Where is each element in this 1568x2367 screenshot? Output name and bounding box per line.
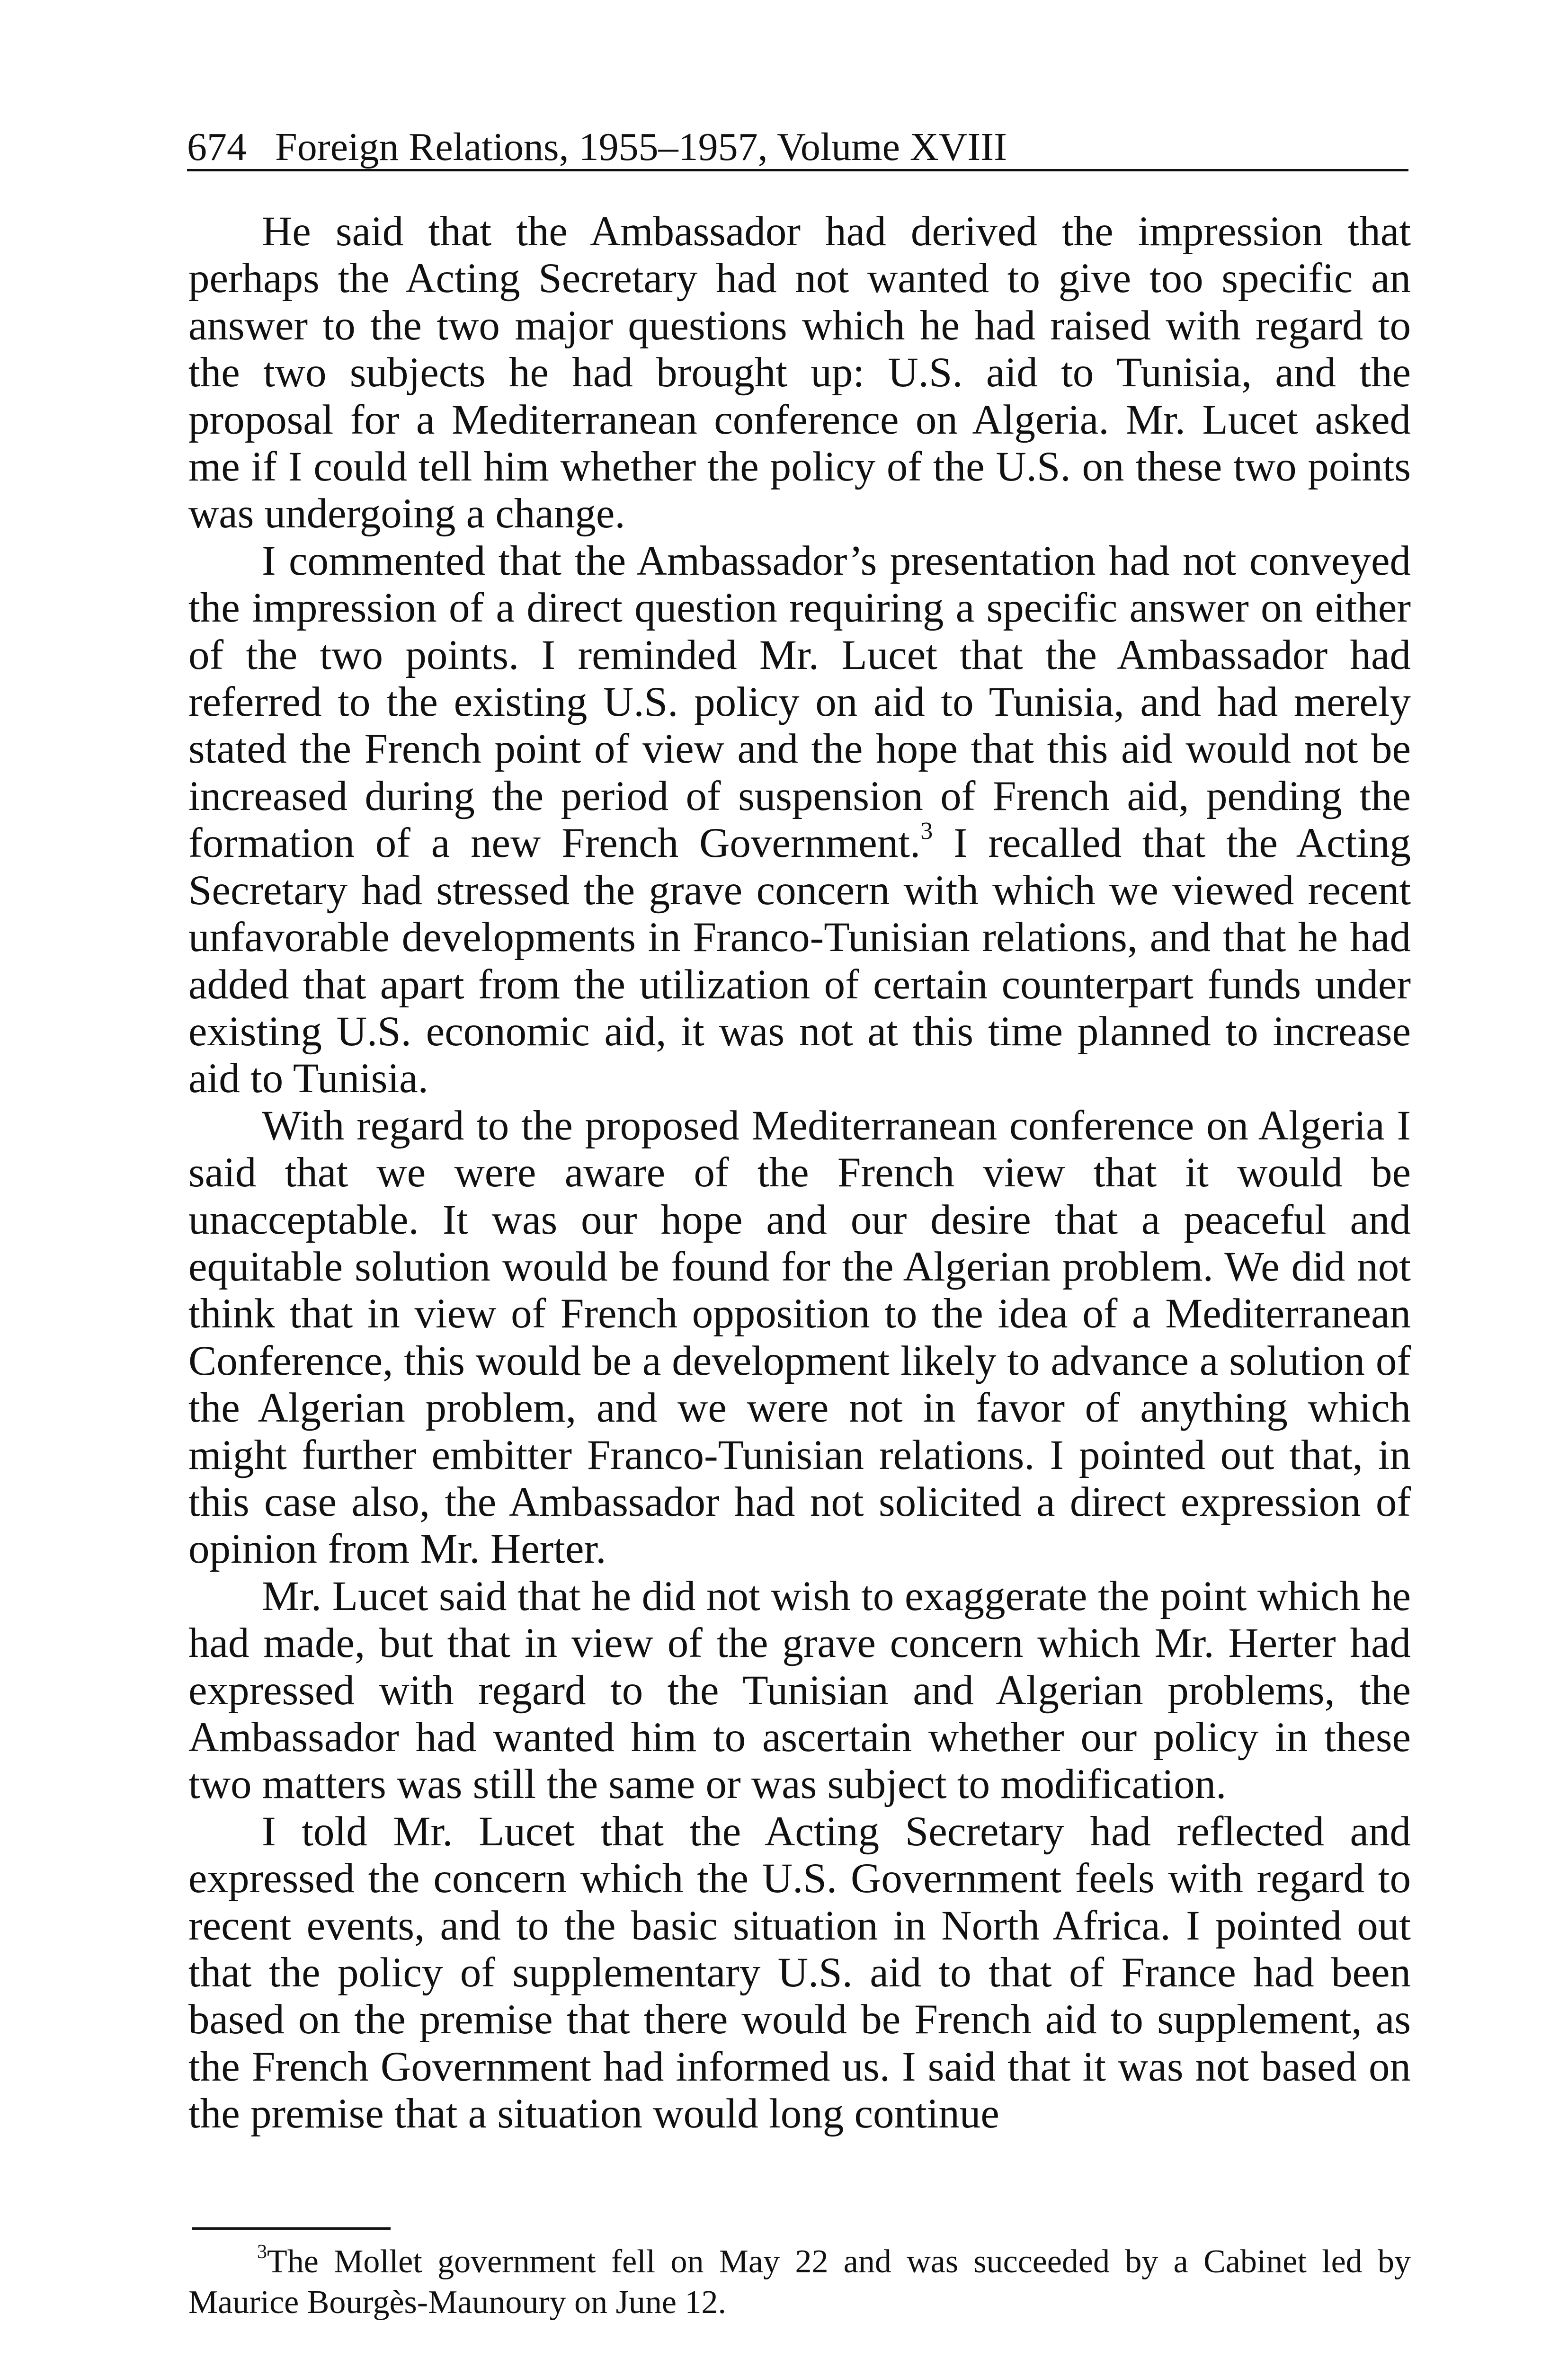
footnote-text: The Mollet government fell on May 22 and was succeeded by a Cabinet led by Maurice Bourgès-Maunoury on June 12. (188, 2243, 1411, 2321)
paragraph-2-text-b: I recalled that the Acting Secretary had stressed the grave concern with which we viewed recent unfavorable developments in Franco-Tunisian relations, and that he had added that apart from the utilization of certain counterpart funds under existing U.S. economic aid, it was not at this time planned to increase aid to Tunisia. (188, 820, 1411, 1102)
series-title: Foreign Relations, 1955–1957, Volume XVIII (275, 125, 1007, 169)
footnote (188, 2242, 1411, 2323)
paragraph-1: He said that the Ambassador had derived the impression that perhaps the Acting Secretary had not wanted to give too specific an answer to the two major questions which he had raised with regard to the two subjects he had brought up: U.S. aid to Tunisia, and the proposal for a Mediterranean conference on Algeria. Mr. Lucet asked me if I could tell him whether the policy of the U.S. on these two points was undergoing a change. (188, 208, 1411, 537)
running-head (187, 125, 1408, 171)
paragraph-2-text-a: I commented that the Ambassador’s presentation had not conveyed the impression of a direct question requiring a specific answer on either of the two points. I reminded Mr. Lucet that the Ambassador had referred to the existing U.S. policy on aid to Tunisia, and had merely stated the French point of view and the hope that this aid would not be increased during the period of suspension of French aid, pending the formation of a new French Government. (188, 537, 1411, 867)
body-text (188, 208, 1411, 2138)
footnote-reference[interactable]: 3 (920, 818, 933, 845)
paragraph-3: With regard to the proposed Mediterranean conference on Algeria I said that we were aware of the French view that it would be unacceptable. It was our hope and our desire that a peaceful and equitable solution would be found for the Algerian problem. We did not think that in view of French opposition to the idea of a Mediterranean Conference, this would be a development likely to advance a solution of the Algerian problem, and we were not in favor of anything which might further embitter Franco-Tunisian relations. I pointed out that, in this case also, the Ambassador had not solicited a direct expression of opinion from Mr. Herter. (188, 1102, 1411, 1573)
paragraph-2 (188, 538, 1411, 1103)
footnote-divider (192, 2227, 391, 2230)
paragraph-4: Mr. Lucet said that he did not wish to exaggerate the point which he had made, but that in view of the grave concern which Mr. Herter had expressed with regard to the Tunisian and Algerian problems, the Ambassador had wanted him to ascertain whether our policy in these two matters was still the same or was subject to modification. (188, 1573, 1411, 1808)
page-number: 674 (187, 125, 247, 169)
paragraph-5: I told Mr. Lucet that the Acting Secretary had reflected and expressed the concern which the U.S. Government feels with regard to recent events, and to the basic situation in North Africa. I pointed out that the policy of supplementary U.S. aid to that of France had been based on the premise that there would be French aid to supplement, as the French Government had informed us. I said that it was not based on the premise that a situation would long continue (188, 1808, 1411, 2137)
footnote-number: 3 (257, 2241, 267, 2263)
